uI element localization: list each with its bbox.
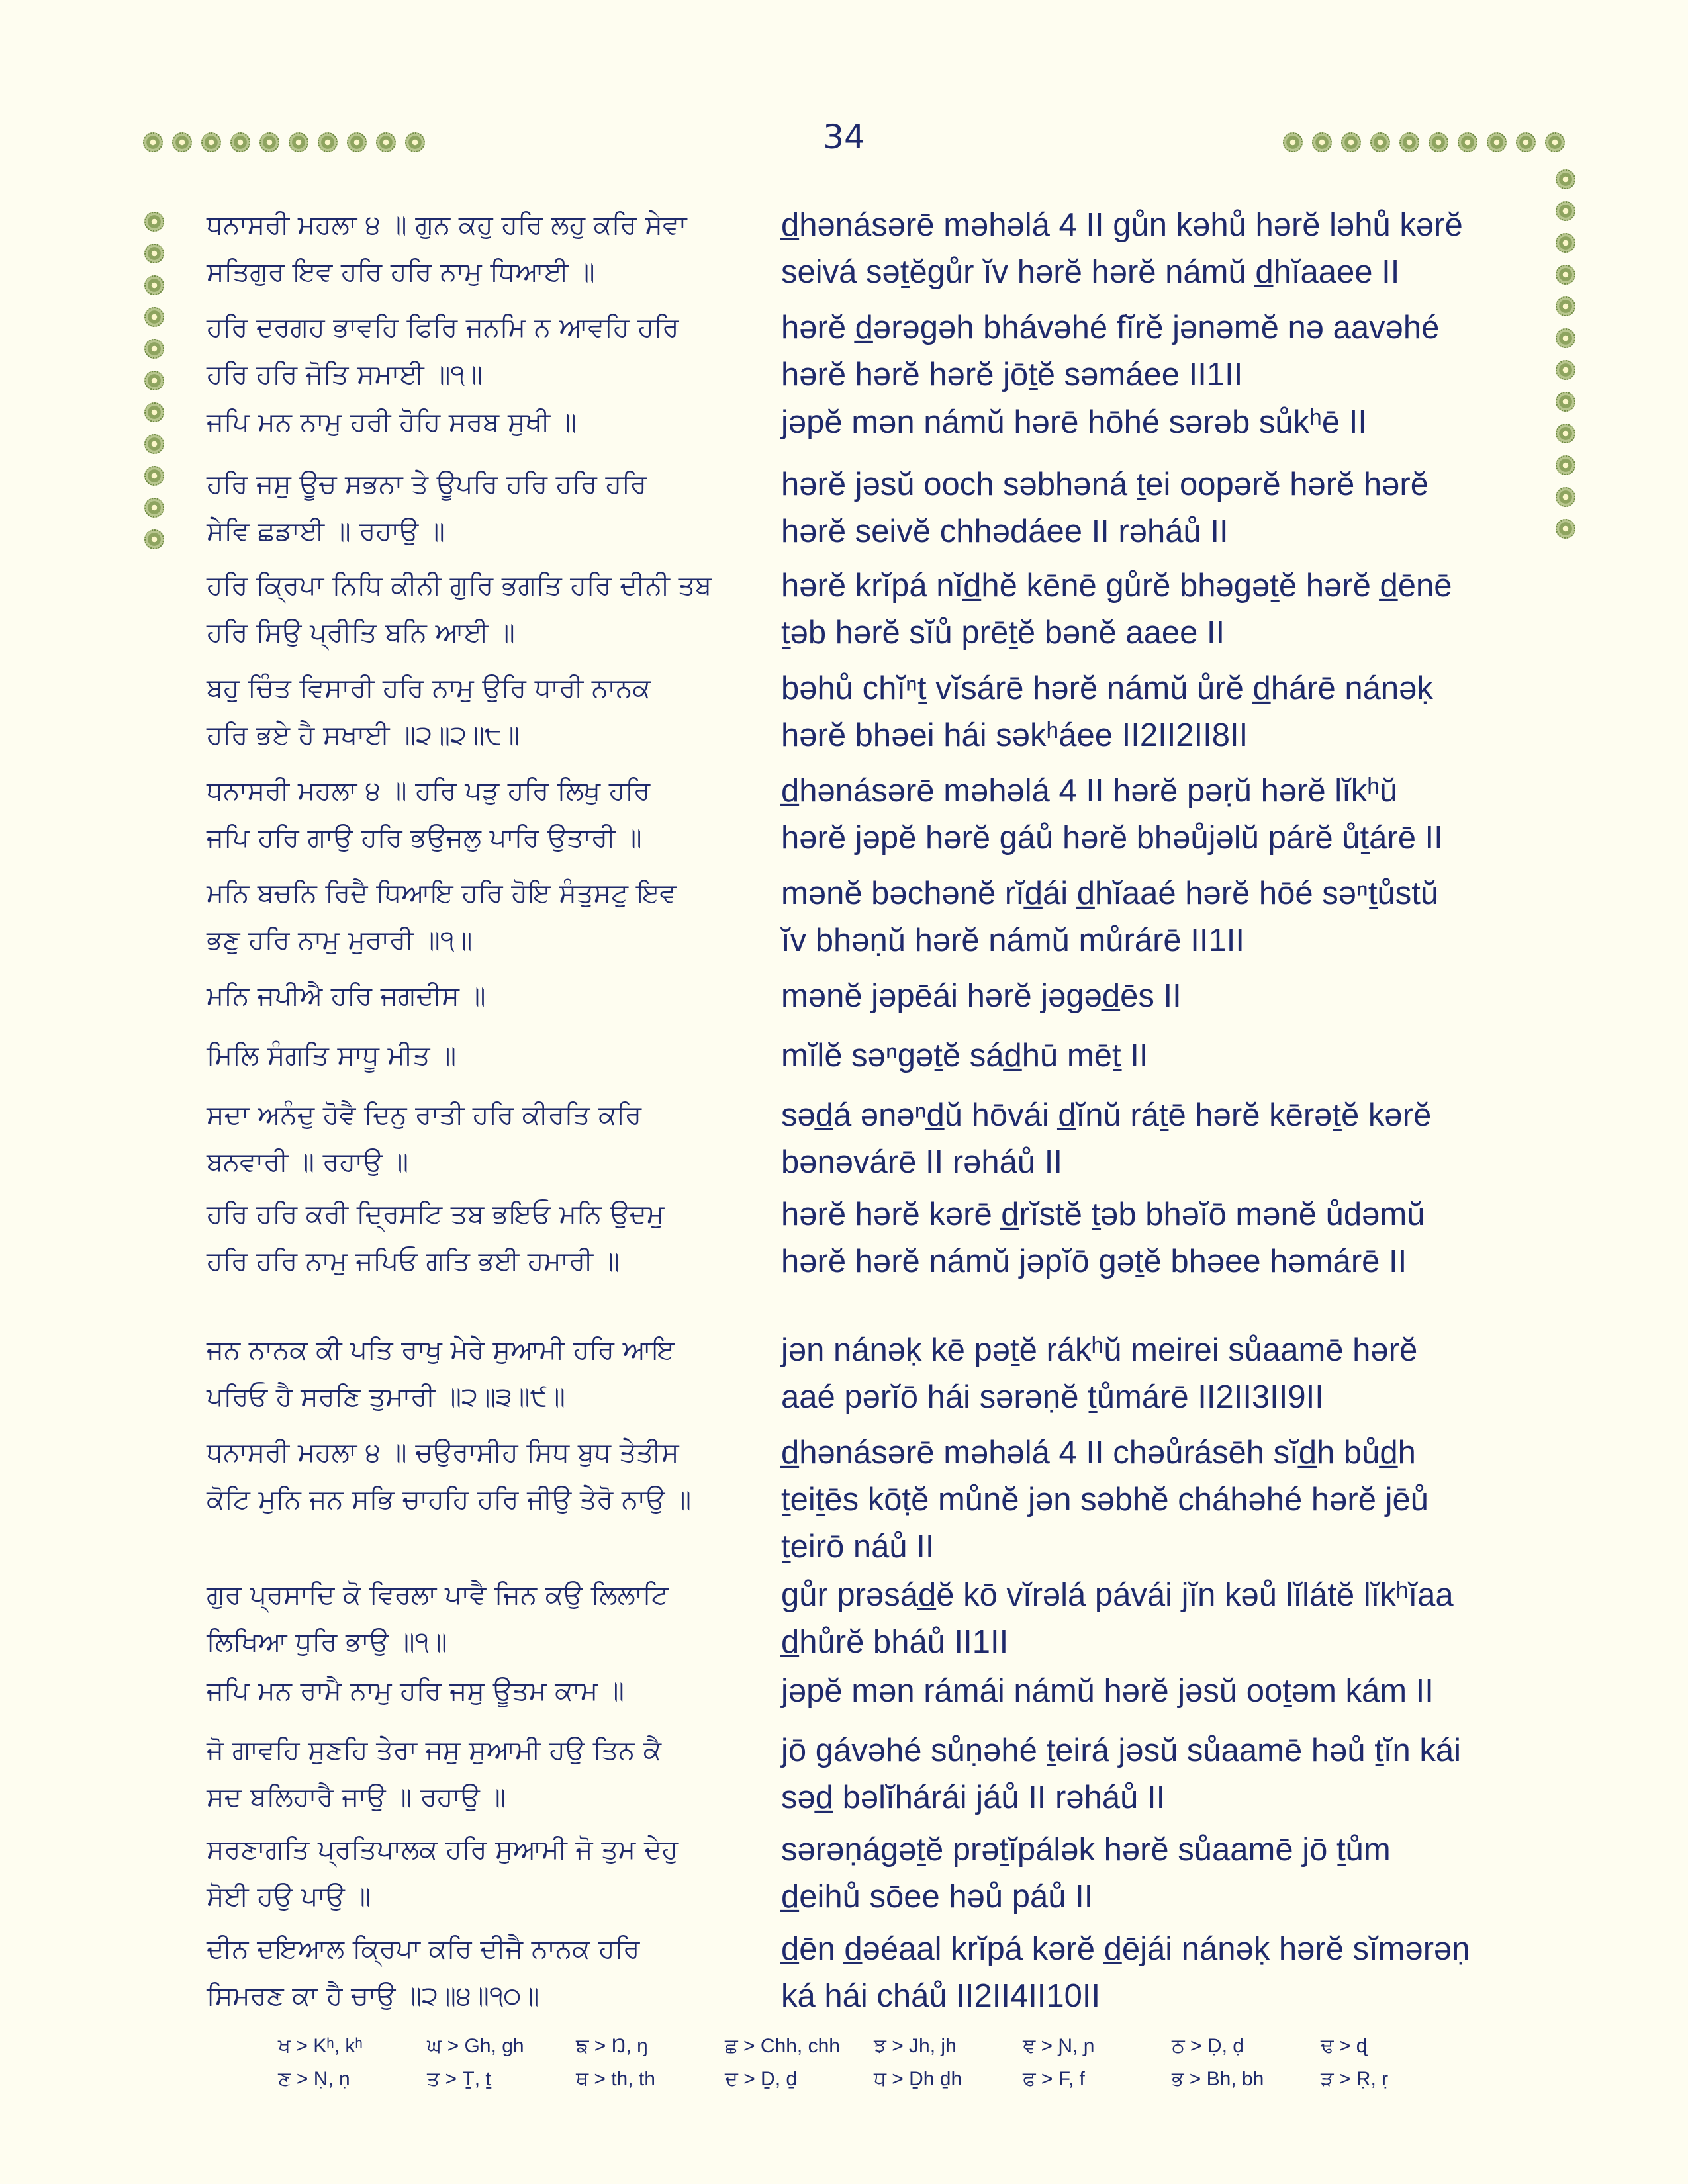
transliteration-line: hərĕ hərĕ hərĕ jōṯĕ səmáee II1II <box>781 357 1243 392</box>
transliteration-text <box>781 1926 1536 2020</box>
legend-row <box>278 2068 1470 2101</box>
gurmukhi-line: ਪਰਿਓ ਹੈ ਸਰਣਿ ਤੁਮਾਰੀ ॥੨॥੩॥੯॥ <box>207 1382 565 1412</box>
flower-icon <box>1556 169 1575 189</box>
flower-icon <box>1283 132 1303 152</box>
transliteration-text <box>781 665 1536 759</box>
transliteration-line: hərĕ jəsŭ ooch səbhəná ṯei oopərĕ hərĕ hərĕ <box>781 467 1429 502</box>
transliteration-text <box>781 399 1536 446</box>
flower-icon <box>1399 132 1419 152</box>
flower-icon <box>289 132 308 152</box>
transliteration-line: d̲hůrĕ bháů II1II <box>781 1624 1009 1660</box>
flower-icon <box>144 371 164 390</box>
flower-icon <box>1556 328 1575 348</box>
transliteration-line: jō gávəhé sůṇəhé ṯeirá jəsŭ sůaamē həů ṯĭn kái <box>781 1733 1461 1768</box>
flower-icon <box>144 339 164 359</box>
gurmukhi-line: ਜਪਿ ਹਰਿ ਗਾਉ ਹਰਿ ਭਉਜਲੁ ਪਾਰਿ ਉਤਾਰੀ ॥ <box>207 823 642 853</box>
transliteration-line: hərĕ bhəei hái səkʰáee II2II2II8II <box>781 717 1248 753</box>
flower-icon <box>1487 132 1507 152</box>
transliteration-line: jəpĕ mən rámái námŭ hərĕ jəsŭ ooṯəm kám II <box>781 1673 1434 1709</box>
transliteration-text <box>781 304 1536 398</box>
transliteration-text <box>781 1191 1536 1285</box>
transliteration-text <box>781 1668 1536 1715</box>
gurmukhi-line: ਮਿਲਿ ਸੰਗਤਿ ਸਾਧੂ ਮੀਤ ॥ <box>207 1040 457 1071</box>
flower-icon <box>1556 392 1575 412</box>
gurmukhi-line: ਭਣੁ ਹਰਿ ਨਾਮੁ ਮੁਰਾਰੀ ॥੧॥ <box>207 925 473 956</box>
transliteration-line: mənĕ jəpēái hərĕ jəgəd̲ēs II <box>781 978 1182 1014</box>
flower-border-top-right <box>1283 132 1565 152</box>
transliteration-line: səd̲ bəlĭhárái jáů II rəháů II <box>781 1780 1166 1815</box>
transliteration-line: hərĕ seivĕ chhədáee II rəháů II <box>781 514 1229 549</box>
flower-icon <box>1458 132 1477 152</box>
transliteration-line: seivá səṯĕgůr ĭv hərĕ hərĕ námŭ d̲hĭaaee II <box>781 254 1400 290</box>
transliteration-line: jəpĕ mən námŭ hərē hōhé sərəb sůkʰē II <box>781 404 1367 440</box>
gurmukhi-text <box>207 202 769 296</box>
gurmukhi-line: ਧਨਾਸਰੀ ਮਹਲਾ ੪ ॥ ਹਰਿ ਪੜੁ ਹਰਿ ਲਿਖੁ ਹਰਿ <box>207 776 651 806</box>
transliteration-text <box>781 1092 1536 1186</box>
flower-icon <box>1312 132 1332 152</box>
transliteration-line: mĭlĕ səⁿgəṯĕ sád̲hū mēṯ II <box>781 1038 1149 1073</box>
gurmukhi-line: ਹਰਿ ਭਏ ਹੈ ਸਖਾਈ ॥੨॥੨॥੮॥ <box>207 720 520 751</box>
flower-icon <box>144 529 164 549</box>
transliteration-line: d̲hənásərē məhəlá 4 II hərĕ pəṛŭ hərĕ lĭkʰŭ <box>781 773 1398 809</box>
legend-item: ਦ > Ḏ, ḏ <box>725 2068 798 2090</box>
legend-item: ੜ > Ṛ, ṛ <box>1321 2068 1389 2090</box>
gurmukhi-text <box>207 1092 769 1186</box>
gurmukhi-line: ਧਨਾਸਰੀ ਮਹਲਾ ੪ ॥ ਗੁਨ ਕਹੁ ਹਰਿ ਲਹੁ ਕਰਿ ਸੇਵਾ <box>207 210 687 240</box>
gurmukhi-line: ਸਿਮਰਣ ਕਾ ਹੈ ਚਾਉ ॥੨॥੪॥੧੦॥ <box>207 1981 539 2011</box>
gurmukhi-line: ਸਦ ਬਲਿਹਾਰੈ ਜਾਉ ॥ ਰਹਾਉ ॥ <box>207 1782 506 1813</box>
transliteration-line: bənəvárē II rəháů II <box>781 1144 1062 1180</box>
transliteration-legend <box>278 2035 1470 2101</box>
flower-icon <box>230 132 250 152</box>
transliteration-line: hərĕ d̲ərəgəh bhávəhé fĭrĕ jənəmĕ nə aavəhé <box>781 310 1440 345</box>
transliteration-line: bəhů chĭⁿṯ vĭsárē hərĕ námŭ ůrĕ d̲hárē nánəḳ <box>781 670 1433 706</box>
flower-icon <box>144 244 164 263</box>
gurmukhi-line: ਸਤਿਗੁਰ ਇਵ ਹਰਿ ਹਰਿ ਨਾਮੁ ਧਿਆਈ ॥ <box>207 257 595 287</box>
flower-icon <box>144 402 164 422</box>
gurmukhi-text <box>207 1032 769 1079</box>
legend-item: ਛ > Chh, chh <box>725 2035 840 2057</box>
gurmukhi-line: ਹਰਿ ਕ੍ਰਿਪਾ ਨਿਧਿ ਕੀਨੀ ਗੁਰਿ ਭਗਤਿ ਹਰਿ ਦੀਨੀ ਤਬ <box>207 570 712 601</box>
flower-icon <box>1341 132 1361 152</box>
legend-item: ਭ > Bh, bh <box>1172 2068 1264 2090</box>
legend-item: ਤ > Ṯ, ṯ <box>427 2068 491 2090</box>
legend-item: ਢ > ɖ <box>1321 2035 1368 2057</box>
gurmukhi-line: ਜਨ ਨਾਨਕ ਕੀ ਪਤਿ ਰਾਖੁ ਮੇਰੇ ਸੁਆਮੀ ਹਰਿ ਆਇ <box>207 1335 675 1365</box>
gurmukhi-line: ਲਿਖਿਆ ਧੁਰਿ ਭਾਉ ॥੧॥ <box>207 1627 447 1657</box>
flower-icon <box>1556 296 1575 316</box>
transliteration-line: hərĕ hərĕ kərē d̲rĭstĕ ṯəb bhəĭō mənĕ ůdəmŭ <box>781 1197 1425 1232</box>
flower-icon <box>144 434 164 454</box>
gurmukhi-text <box>207 563 769 657</box>
transliteration-text <box>781 1430 1536 1570</box>
transliteration-line: ṯəb hərĕ sĭů prēṯĕ bənĕ aaee II <box>781 615 1225 651</box>
gurmukhi-line: ਸੇਵਿ ਛਡਾਈ ॥ ਰਹਾਉ ॥ <box>207 516 445 547</box>
transliteration-text <box>781 1572 1536 1666</box>
flower-icon <box>259 132 279 152</box>
transliteration-line: d̲hənásərē məhəlá 4 II gůn kəhů hərĕ ləhů kərĕ <box>781 207 1463 243</box>
flower-icon <box>1545 132 1565 152</box>
legend-row <box>278 2035 1470 2068</box>
gurmukhi-text <box>207 1727 769 1821</box>
flower-icon <box>405 132 425 152</box>
gurmukhi-line: ਗੁਰ ਪ੍ਰਸਾਦਿ ਕੋ ਵਿਰਲਾ ਪਾਵੈ ਜਿਨ ਕਉ ਲਿਲਾਟਿ <box>207 1580 669 1610</box>
gurmukhi-line: ਜਪਿ ਮਨ ਰਾਮੈ ਨਾਮੁ ਹਰਿ ਜਸੁ ਊਤਮ ਕਾਮ ॥ <box>207 1676 624 1706</box>
flower-icon <box>144 466 164 486</box>
gurmukhi-line: ਸਰਣਾਗਤਿ ਪ੍ਰਤਿਪਾਲਕ ਹਰਿ ਸੁਆਮੀ ਜੋ ਤੁਮ ਦੇਹੁ <box>207 1835 679 1865</box>
flower-icon <box>1370 132 1390 152</box>
gurmukhi-text <box>207 973 769 1020</box>
flower-icon <box>1556 519 1575 539</box>
transliteration-line: d̲hənásərē məhəlá 4 II chəůrásēh sĭd̲h bůd̲h <box>781 1435 1416 1471</box>
gurmukhi-line: ਦੀਨ ਦਇਆਲ ਕ੍ਰਿਪਾ ਕਰਿ ਦੀਜੈ ਨਾਨਕ ਹਰਿ <box>207 1934 640 1964</box>
gurmukhi-text <box>207 399 769 446</box>
legend-item: ਠ > Ḍ, ḍ <box>1172 2035 1244 2057</box>
transliteration-text <box>781 461 1536 555</box>
transliteration-line: hərĕ krĭpá nĭd̲hĕ kēnē gůrĕ bhəgəṯĕ hərĕ d̲ēnē <box>781 568 1452 604</box>
transliteration-line: jən nánəḳ kē pəṯĕ rákʰŭ meirei sůaamē hərĕ <box>781 1332 1418 1368</box>
gurmukhi-line: ਹਰਿ ਦਰਗਹ ਭਾਵਹਿ ਫਿਰਿ ਜਨਮਿ ਨ ਆਵਹਿ ਹਰਿ <box>207 312 679 343</box>
gurmukhi-line: ਹਰਿ ਹਰਿ ਨਾਮੁ ਜਪਿਓ ਗਤਿ ਭਈ ਹਮਾਰੀ ॥ <box>207 1246 620 1277</box>
flower-icon <box>144 498 164 518</box>
transliteration-line: gůr prəsád̲ĕ kō vĭrəlá pávái jĭn kəů lĭlátĕ lĭkʰĭaa <box>781 1577 1454 1613</box>
gurmukhi-text <box>207 1572 769 1666</box>
flower-icon <box>376 132 396 152</box>
transliteration-line: səd̲á ənəⁿd̲ŭ hōvái d̲ĭnŭ ráṯē hərĕ kērəṯĕ kərĕ <box>781 1097 1432 1133</box>
transliteration-text <box>781 768 1536 862</box>
gurmukhi-line: ਧਨਾਸਰੀ ਮਹਲਾ ੪ ॥ ਚਉਰਾਸੀਹ ਸਿਧ ਬੁਧ ਤੇਤੀਸ <box>207 1437 679 1468</box>
flower-icon <box>1556 424 1575 443</box>
legend-item: ਣ > Ṇ, ṇ <box>278 2068 350 2090</box>
flower-icon <box>1556 265 1575 285</box>
transliteration-line: d̲eihů sōee həů páů II <box>781 1879 1094 1915</box>
legend-item: ਥ > th, th <box>576 2068 655 2090</box>
transliteration-text <box>781 202 1536 296</box>
gurmukhi-text <box>207 1191 769 1285</box>
transliteration-text <box>781 1727 1536 1821</box>
legend-item: ਫ > F, f <box>1023 2068 1085 2090</box>
gurmukhi-line: ਹਰਿ ਜਸੁ ਊਚ ਸਭਨਾ ਤੇ ਊਪਰਿ ਹਰਿ ਹਰਿ ਹਰਿ <box>207 469 647 500</box>
transliteration-line: hərĕ hərĕ námŭ jəpĭō gəṯĕ bhəee həmárē II <box>781 1244 1407 1279</box>
transliteration-line: mənĕ bəchənĕ rĭd̲ái d̲hĭaaé hərĕ hōé səⁿṯůstŭ <box>781 876 1439 911</box>
gurmukhi-text <box>207 1327 769 1421</box>
transliteration-text <box>781 1327 1536 1421</box>
transliteration-line: ṯeiṯēs kōṭĕ můnĕ jən səbhĕ cháhəhé hərĕ jēů <box>781 1482 1429 1518</box>
gurmukhi-line: ਹਰਿ ਹਰਿ ਜੋਤਿ ਸਮਾਈ ॥੧॥ <box>207 359 483 390</box>
transliteration-text <box>781 870 1536 964</box>
transliteration-line: ká hái cháů II2II4II10II <box>781 1978 1101 2014</box>
flower-icon <box>144 307 164 327</box>
gurmukhi-line: ਜਪਿ ਮਨ ਨਾਮੁ ਹਰੀ ਹੋਹਿ ਸਰਬ ਸੁਖੀ ॥ <box>207 407 577 437</box>
flower-icon <box>1556 233 1575 253</box>
transliteration-line: hərĕ jəpĕ hərĕ gáů hərĕ bhəůjəlŭ párĕ ůṯárē II <box>781 820 1443 856</box>
flower-border-right <box>1556 169 1575 539</box>
gurmukhi-text <box>207 1430 769 1524</box>
flower-icon <box>201 132 221 152</box>
flower-icon <box>1429 132 1448 152</box>
legend-item: ਧ > Ḏh ḏh <box>874 2068 962 2090</box>
gurmukhi-line: ਬਹੁ ਚਿੰਤ ਵਿਸਾਰੀ ਹਰਿ ਨਾਮੁ ਉਰਿ ਧਾਰੀ ਨਾਨਕ <box>207 673 651 704</box>
transliteration-text <box>781 563 1536 657</box>
flower-icon <box>1556 455 1575 475</box>
transliteration-line: ĭv bhəṇŭ hərĕ námŭ můrárē II1II <box>781 923 1244 958</box>
gurmukhi-line: ਸੋਈ ਹਉ ਪਾਉ ॥ <box>207 1882 371 1912</box>
gurmukhi-line: ਜੋ ਗਾਵਹਿ ਸੁਣਹਿ ਤੇਰਾ ਜਸੁ ਸੁਆਮੀ ਹਉ ਤਿਨ ਕੈ <box>207 1735 662 1766</box>
gurmukhi-text <box>207 870 769 964</box>
gurmukhi-line: ਹਰਿ ਸਿਉ ਪ੍ਰੀਤਿ ਬਨਿ ਆਈ ॥ <box>207 617 515 648</box>
transliteration-text <box>781 1827 1536 1921</box>
gurmukhi-text <box>207 768 769 862</box>
gurmukhi-line: ਮਨਿ ਬਚਨਿ ਰਿਦੈ ਧਿਆਇ ਹਰਿ ਹੋਇ ਸੰਤੁਸਟੁ ਇਵ <box>207 878 677 909</box>
flower-border-left-inner <box>144 212 164 549</box>
transliteration-line: aaé pərĭō hái sərəṇĕ ṯůmárē II2II3II9II <box>781 1379 1324 1415</box>
page-number: 34 <box>823 118 865 156</box>
gurmukhi-line: ਸਦਾ ਅਨੰਦੁ ਹੋਵੈ ਦਿਨੁ ਰਾਤੀ ਹਰਿ ਕੀਰਤਿ ਕਰਿ <box>207 1100 642 1130</box>
flower-icon <box>1556 360 1575 380</box>
gurmukhi-text <box>207 1827 769 1921</box>
gurmukhi-text <box>207 665 769 759</box>
transliteration-line: sərəṇágəṯĕ prəṯĭpálək hərĕ sůaamē jō ṯům <box>781 1832 1391 1868</box>
flower-icon <box>1556 201 1575 221</box>
flower-icon <box>1516 132 1536 152</box>
transliteration-line: ṯeirō náů II <box>781 1529 935 1565</box>
flower-icon <box>144 212 164 232</box>
legend-item: ਖ > Kʰ, kʰ <box>278 2035 363 2057</box>
flower-icon <box>347 132 367 152</box>
legend-item: ਘ > Gh, gh <box>427 2035 524 2057</box>
flower-icon <box>144 275 164 295</box>
gurmukhi-text <box>207 1668 769 1715</box>
flower-icon <box>318 132 338 152</box>
legend-item: ਝ > Jh, jh <box>874 2035 957 2057</box>
transliteration-line: d̲ēn d̲əéaal krĭpá kərĕ d̲ējái nánəḳ hərĕ sĭmərəṇ <box>781 1931 1470 1967</box>
transliteration-text <box>781 973 1536 1020</box>
gurmukhi-line: ਮਨਿ ਜਪੀਐ ਹਰਿ ਜਗਦੀਸ ॥ <box>207 981 486 1011</box>
gurmukhi-line: ਕੋਟਿ ਮੁਨਿ ਜਨ ਸਭਿ ਚਾਹਹਿ ਹਰਿ ਜੀਉ ਤੇਰੋ ਨਾਉ ॥ <box>207 1484 692 1515</box>
gurmukhi-text <box>207 1926 769 2020</box>
legend-item: ਙ > Ŋ, ŋ <box>576 2035 648 2057</box>
flower-icon <box>1556 487 1575 507</box>
gurmukhi-text <box>207 304 769 398</box>
flower-icon <box>172 132 192 152</box>
transliteration-text <box>781 1032 1536 1079</box>
legend-item: ਞ > Ɲ, ɲ <box>1023 2035 1095 2057</box>
flower-border-top-left <box>143 132 425 152</box>
flower-icon <box>143 132 163 152</box>
gurmukhi-line: ਬਨਵਾਰੀ ॥ ਰਹਾਉ ॥ <box>207 1147 409 1177</box>
gurmukhi-text <box>207 461 769 555</box>
gurmukhi-line: ਹਰਿ ਹਰਿ ਕਰੀ ਦ੍ਰਿਸਟਿ ਤਬ ਭਇਓ ਮਨਿ ਉਦਮੁ <box>207 1199 665 1230</box>
